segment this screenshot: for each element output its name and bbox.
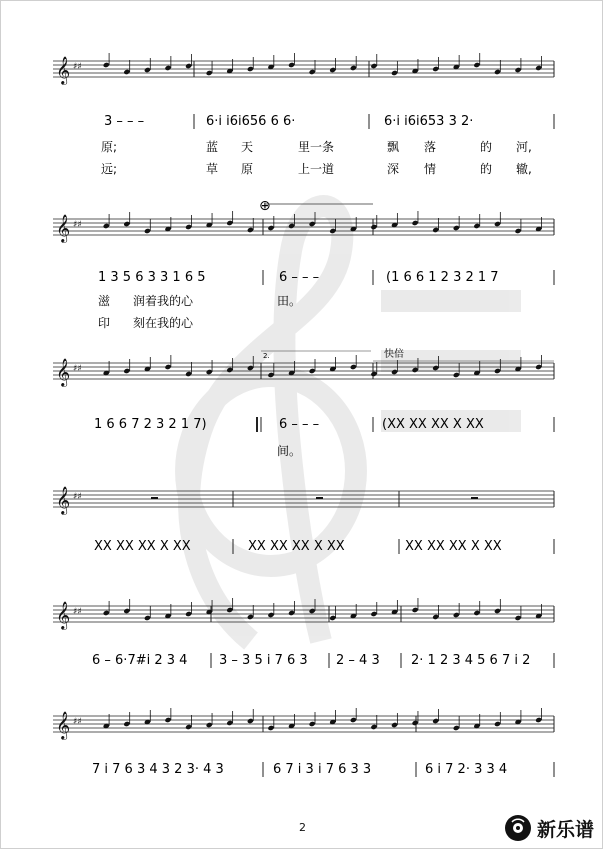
treble-clef: 𝄞 [56, 358, 71, 386]
coda-mark: ⊕ [259, 198, 271, 214]
lyric-1b-1: 草 [206, 162, 219, 176]
jianpu-6-3: 6 i 7 2· 3 3 4 [425, 762, 508, 777]
brand-logo [503, 813, 594, 843]
lyric-1a-4: 飘 [387, 140, 400, 154]
disc-icon [503, 813, 533, 843]
lyric-1a-7: 河, [516, 140, 532, 154]
jianpu-3-2: 6 – – – [279, 417, 320, 432]
jianpu-1-1: 3 – – – [104, 114, 145, 129]
lyric-2b-0: 印 [98, 316, 111, 330]
treble-clef: 𝄞 [56, 486, 71, 514]
lyric-1a-6: 的 [480, 140, 493, 154]
lyric-2a-2: 田。 [277, 294, 302, 308]
brand-name: 新乐谱 [536, 818, 594, 841]
jianpu-6-2: 6 7 i 3 i 7 6 3 3 [273, 762, 372, 777]
key-signature: ♯♯ [73, 492, 82, 502]
lyric-1a-5: 落 [424, 140, 437, 154]
jianpu-5-3: 2 – 4 3 [336, 653, 380, 668]
treble-clef: 𝄞 [56, 601, 71, 629]
lyric-2a-1: 润着我的心 [133, 294, 194, 308]
treble-clef: 𝄞 [56, 214, 71, 242]
key-signature: ♯♯ [73, 62, 82, 72]
lyric-1a-0: 原; [101, 140, 118, 154]
key-signature: ♯♯ [73, 220, 82, 230]
lyric-1b-2: 原 [241, 162, 254, 176]
lyric-1b-4: 深 [387, 162, 400, 176]
treble-clef: 𝄞 [56, 56, 71, 84]
rest [471, 497, 478, 499]
jianpu-3-3: (XX XX XX X XX [382, 417, 484, 432]
key-signature: ♯♯ [73, 364, 82, 374]
treble-clef: 𝄞 [56, 711, 71, 739]
lyric-2a-0: 滋 [98, 294, 111, 308]
lyric-2b-1: 刻在我的心 [133, 316, 194, 330]
jianpu-2-3: (1 6 6 1 2 3 2 1 7 [386, 270, 499, 285]
notes-layer [56, 53, 542, 740]
key-signature: ♯♯ [73, 717, 82, 727]
jianpu-4-3: XX XX XX X XX [405, 539, 502, 554]
jianpu-6-1: 7 i 7 6 3 4 3 2 3· 4 3 [92, 762, 224, 777]
jianpu-4-2: XX XX XX X XX [248, 539, 345, 554]
lyric-1a-1: 蓝 [206, 140, 219, 154]
lyric-3a-0: 间。 [277, 444, 302, 458]
lyric-1b-6: 的 [480, 162, 493, 176]
jianpu-4-1: XX XX XX X XX [94, 539, 191, 554]
jianpu-1-3: 6·i i6i653 3 2· [384, 114, 474, 129]
jianpu-2-2: 6 – – – [279, 270, 320, 285]
lyric-1b-5: 情 [424, 162, 437, 176]
lyric-1b-0: 远; [101, 162, 118, 176]
lyric-1a-3: 里一条 [298, 140, 335, 154]
jianpu-5-4: 2· 1 2 3 4 5 6 7 i 2 [411, 653, 531, 668]
tempo-mark: 快倍 [384, 349, 404, 360]
music-score [1, 1, 603, 850]
key-signature: ♯♯ [73, 607, 82, 617]
rest [316, 497, 323, 499]
lyric-1a-2: 天 [241, 140, 254, 154]
volta-two: 2. [263, 352, 270, 360]
lyric-1b-3: 上一道 [298, 162, 335, 176]
jianpu-3-1: 1 6 6 7 2 3 2 1 7) [94, 417, 207, 432]
jianpu-2-1: 1 3 5 6 3 3 1 6 5 [98, 270, 206, 285]
jianpu-1-2: 6·i i6i656 6 6· [206, 114, 296, 129]
jianpu-5-1: 6 – 6·7#i 2 3 4 [92, 653, 188, 668]
page-number: 2 [299, 821, 306, 834]
jianpu-5-2: 3 – 3 5 i 7 6 3 [219, 653, 308, 668]
lyric-1b-7: 辙, [516, 162, 532, 176]
rest [151, 497, 158, 499]
